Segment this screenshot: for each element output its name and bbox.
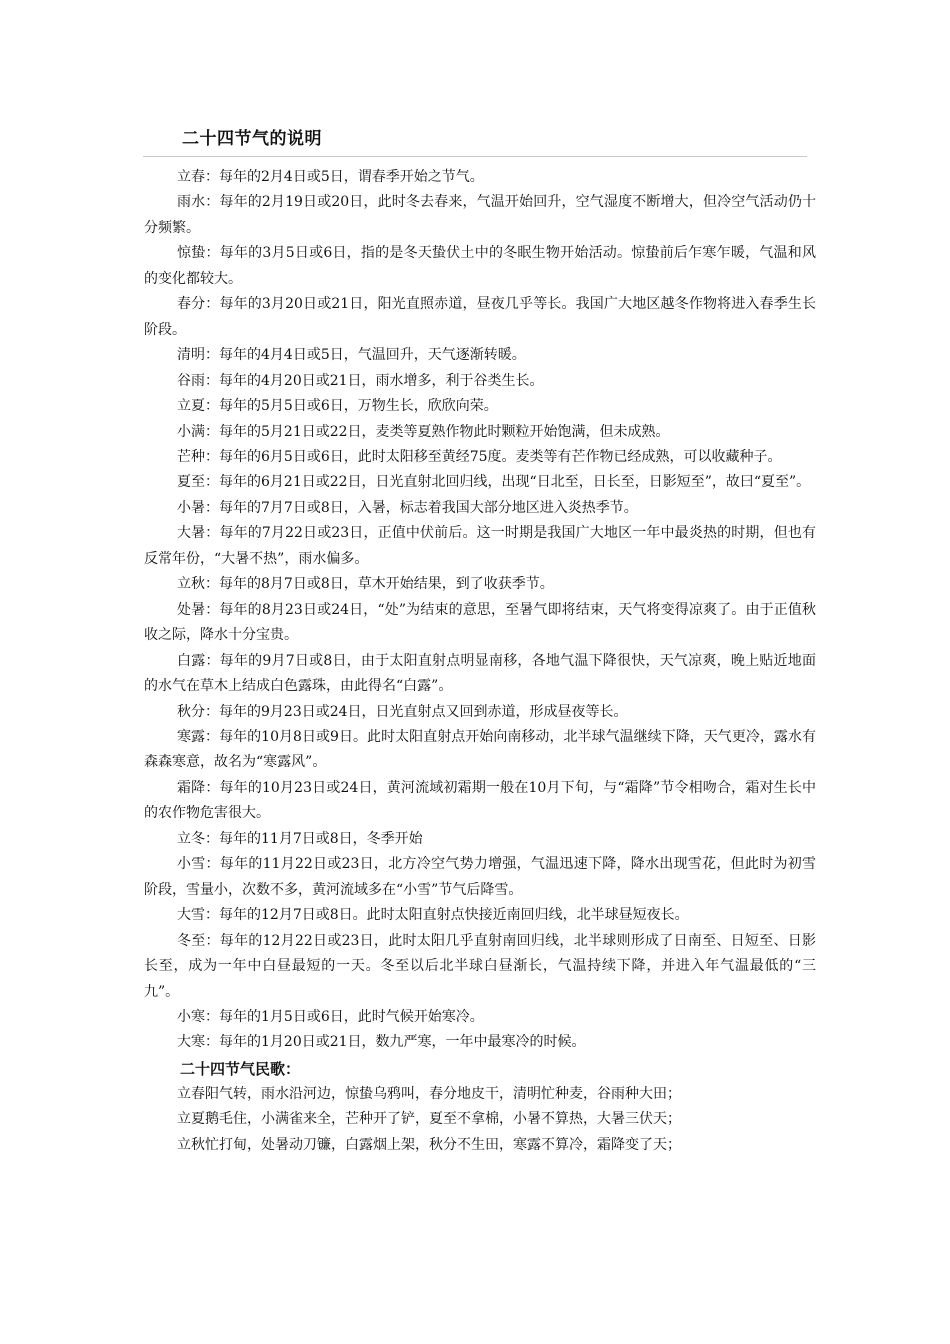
term-xiaohan: 小寒：每年的1月5日或6日，此时气候开始寒冷。: [177, 1008, 484, 1025]
song-line: 立春阳气转，雨水沿河边，惊蛰乌鸦叫，春分地皮干，清明忙种麦，谷雨种大田；: [177, 1085, 681, 1102]
term-lixia: 立夏：每年的5月5日或6日，万物生长，欣欣向荣。: [177, 398, 498, 415]
song-line: 立秋忙打甸，处暑动刀镰，白露烟上架，秋分不生田，寒露不算冷，霜降变了天；: [177, 1136, 681, 1153]
term-guyu: 谷雨：每年的4月20日或21日，雨水增多，利于谷类生长。: [177, 372, 544, 389]
term-chushu: 处暑：每年的8月23日或24日，“处”为结束的意思，至暑气即将结束，天气将变得凉爽了。由于正值秋收之际，降水十分宝贵。: [144, 601, 816, 644]
term-xiaoman: 小满：每年的5月21日或22日，麦类等夏熟作物此时颗粒开始饱满，但未成熟。: [177, 423, 670, 440]
term-yushui: 雨水：每年的2月19日或20日，此时冬去春来，气温开始回升，空气湿度不断增大，但冷空气活动仍十分频繁。: [144, 194, 816, 236]
term-dashu: 大暑：每年的7月22日或23日，正值中伏前后。这一时期是我国广大地区一年中最炎热的时期，但也有反常年份，“大暑不热”，雨水偏多。: [144, 525, 816, 567]
term-xiaoshu: 小暑：每年的7月7日或8日，入暑，标志着我国大部分地区进入炎热季节。: [177, 499, 638, 516]
term-daxue: 大雪：每年的12月7日或8日。此时太阳直射点快接近南回归线，北半球昼短夜长。: [177, 907, 689, 924]
term-jingzhe: 惊蛰：每年的3月5日或6日，指的是冬天蛰伏土中的冬眠生物开始活动。惊蛰前后乍寒乍暖，气温和风的变化都较大。: [144, 245, 816, 287]
term-dahan: 大寒：每年的1月20日或21日，数九严寒，一年中最寒冷的时候。: [177, 1034, 586, 1051]
term-liqiu: 立秋：每年的8月7日或8日，草木开始结果，到了收获季节。: [177, 576, 554, 593]
term-xiazhi: 夏至：每年的6月21日或22日，日光直射北回归线，出现“日北至，日长至，日影短至”，故曰“夏至”。: [177, 474, 811, 491]
term-bailu: 白露：每年的9月7日或8日，由于太阳直射点明显南移，各地气温下降很快，天气凉爽，晚上贴近地面的水气在草木上结成白色露珠，由此得名“白露”。: [144, 652, 816, 695]
term-shuangjiang: 霜降：每年的10月23日或24日，黄河流域初霜期一般在10月下旬，与“霜降”节令相吻合，霜对生长中的农作物危害很大。: [144, 779, 816, 822]
term-hanlu: 寒露：每年的10月8日或9日。此时太阳直射点开始向南移动，北半球气温继续下降，天气更冷，露水有森森寒意，故名为“寒露风”。: [144, 728, 816, 771]
term-lidong: 立冬：每年的11月7日或8日，冬季开始: [177, 830, 423, 847]
title-divider: [143, 156, 807, 157]
song-title: 二十四节气民歌：: [180, 1059, 301, 1078]
term-xiaoxue: 小雪：每年的11月22日或23日，北方冷空气势力增强，气温迅速下降，降水出现雪花，但此时为初雪阶段，雪量小，次数不多，黄河流域多在“小雪”节气后降雪。: [144, 856, 816, 898]
document-body: [144, 165, 816, 1158]
term-chunfen: 春分：每年的3月20日或21日，阳光直照赤道，昼夜几乎等长。我国广大地区越冬作物将进入春季生长阶段。: [144, 296, 816, 338]
term-lichun: 立春：每年的2月4日或5日，谓春季开始之节气。: [177, 169, 484, 185]
page-title: 二十四节气的说明: [182, 129, 322, 149]
term-dongzhi: 冬至：每年的12月22日或23日，此时太阳几乎直射南回归线，北半球则形成了日南至、日短至、日影长至，成为一年中白昼最短的一天。冬至以后北半球白昼渐长，气温持续下降，并进入年气温最低的“三九”。: [144, 932, 816, 1000]
term-qiufen: 秋分：每年的9月23日或24日，日光直射点又回到赤道，形成昼夜等长。: [177, 703, 628, 720]
term-mangzhong: 芒种：每年的6月5日或6日，此时太阳移至黄经75度。麦类等有芒作物已经成熟，可以收藏种子。: [177, 448, 782, 465]
term-qingming: 清明：每年的4月4日或5日，气温回升，天气逐渐转暖。: [177, 347, 526, 364]
song-line: 立夏鹅毛住，小满雀来全，芒种开了铲，夏至不拿棉，小暑不算热，大暑三伏天；: [177, 1111, 681, 1128]
